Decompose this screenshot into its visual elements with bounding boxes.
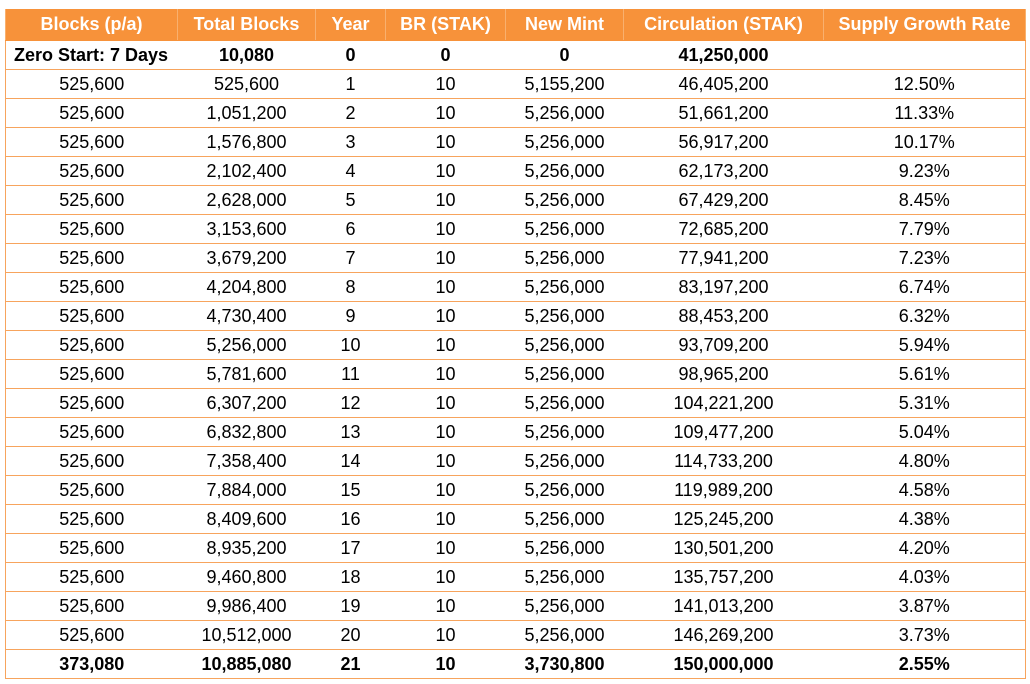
cell-circulation[interactable]: 104,221,200 xyxy=(624,389,824,418)
cell-total-blocks[interactable]: 5,781,600 xyxy=(178,360,316,389)
cell-new-mint[interactable]: 5,256,000 xyxy=(506,302,624,331)
cell-total-blocks[interactable]: 3,679,200 xyxy=(178,244,316,273)
cell-circulation[interactable]: 130,501,200 xyxy=(624,534,824,563)
cell-blocks-per-annum[interactable]: 525,600 xyxy=(6,70,178,99)
cell-year[interactable]: 8 xyxy=(316,273,386,302)
cell-circulation[interactable]: 56,917,200 xyxy=(624,128,824,157)
cell-blocks-per-annum[interactable]: 525,600 xyxy=(6,186,178,215)
cell-circulation[interactable]: 46,405,200 xyxy=(624,70,824,99)
cell-block-reward[interactable]: 10 xyxy=(386,650,506,679)
cell-supply-growth-rate[interactable]: 12.50% xyxy=(824,70,1026,99)
cell-blocks-per-annum[interactable]: 525,600 xyxy=(6,418,178,447)
cell-new-mint[interactable]: 3,730,800 xyxy=(506,650,624,679)
table-row xyxy=(6,99,1026,128)
cell-total-blocks[interactable]: 1,051,200 xyxy=(178,99,316,128)
cell-block-reward[interactable]: 0 xyxy=(386,41,506,70)
cell-blocks-per-annum[interactable]: 525,600 xyxy=(6,99,178,128)
cell-total-blocks[interactable]: 2,628,000 xyxy=(178,186,316,215)
cell-block-reward[interactable]: 10 xyxy=(386,418,506,447)
cell-new-mint[interactable]: 5,256,000 xyxy=(506,215,624,244)
header-year[interactable]: Year xyxy=(316,9,386,41)
cell-supply-growth-rate[interactable]: 10.17% xyxy=(824,128,1026,157)
cell-blocks-per-annum[interactable]: Zero Start: 7 Days xyxy=(6,41,178,70)
cell-year[interactable]: 21 xyxy=(316,650,386,679)
cell-new-mint[interactable]: 5,256,000 xyxy=(506,447,624,476)
cell-year[interactable]: 3 xyxy=(316,128,386,157)
table-row xyxy=(6,447,1026,476)
cell-blocks-per-annum[interactable]: 525,600 xyxy=(6,302,178,331)
cell-year[interactable]: 15 xyxy=(316,476,386,505)
cell-block-reward[interactable]: 10 xyxy=(386,447,506,476)
cell-new-mint[interactable]: 5,256,000 xyxy=(506,592,624,621)
table-row xyxy=(6,331,1026,360)
cell-supply-growth-rate[interactable]: 5.94% xyxy=(824,331,1026,360)
cell-new-mint[interactable]: 5,256,000 xyxy=(506,157,624,186)
cell-circulation[interactable]: 41,250,000 xyxy=(624,41,824,70)
cell-year[interactable]: 19 xyxy=(316,592,386,621)
cell-new-mint[interactable]: 5,256,000 xyxy=(506,534,624,563)
cell-block-reward[interactable]: 10 xyxy=(386,128,506,157)
cell-blocks-per-annum[interactable]: 525,600 xyxy=(6,157,178,186)
cell-block-reward[interactable]: 10 xyxy=(386,70,506,99)
cell-total-blocks[interactable]: 6,307,200 xyxy=(178,389,316,418)
cell-block-reward[interactable]: 10 xyxy=(386,621,506,650)
cell-block-reward[interactable]: 10 xyxy=(386,215,506,244)
cell-circulation[interactable]: 98,965,200 xyxy=(624,360,824,389)
cell-new-mint[interactable]: 5,256,000 xyxy=(506,99,624,128)
cell-new-mint[interactable]: 5,256,000 xyxy=(506,186,624,215)
cell-supply-growth-rate[interactable]: 4.20% xyxy=(824,534,1026,563)
table-body xyxy=(6,41,1026,679)
emission-schedule-sheet xyxy=(5,9,1025,679)
cell-supply-growth-rate[interactable]: 9.23% xyxy=(824,157,1026,186)
table-header xyxy=(6,9,1026,41)
table-row xyxy=(6,505,1026,534)
cell-blocks-per-annum[interactable]: 373,080 xyxy=(6,650,178,679)
table-row xyxy=(6,592,1026,621)
table-row xyxy=(6,476,1026,505)
header-circulation[interactable]: Circulation (STAK) xyxy=(624,9,824,41)
cell-total-blocks[interactable]: 1,576,800 xyxy=(178,128,316,157)
cell-supply-growth-rate[interactable]: 6.32% xyxy=(824,302,1026,331)
header-supply-growth-rate[interactable]: Supply Growth Rate xyxy=(824,9,1026,41)
table-row xyxy=(6,418,1026,447)
cell-circulation[interactable]: 62,173,200 xyxy=(624,157,824,186)
cell-total-blocks[interactable]: 8,935,200 xyxy=(178,534,316,563)
cell-supply-growth-rate[interactable]: 5.04% xyxy=(824,418,1026,447)
cell-year[interactable]: 17 xyxy=(316,534,386,563)
cell-supply-growth-rate[interactable]: 4.80% xyxy=(824,447,1026,476)
cell-new-mint[interactable]: 5,256,000 xyxy=(506,273,624,302)
cell-blocks-per-annum[interactable]: 525,600 xyxy=(6,389,178,418)
cell-new-mint[interactable]: 5,256,000 xyxy=(506,476,624,505)
cell-year[interactable]: 2 xyxy=(316,99,386,128)
cell-total-blocks[interactable]: 7,884,000 xyxy=(178,476,316,505)
cell-blocks-per-annum[interactable]: 525,600 xyxy=(6,534,178,563)
cell-year[interactable]: 11 xyxy=(316,360,386,389)
cell-circulation[interactable]: 146,269,200 xyxy=(624,621,824,650)
table-row xyxy=(6,563,1026,592)
cell-block-reward[interactable]: 10 xyxy=(386,273,506,302)
header-new-mint[interactable]: New Mint xyxy=(506,9,624,41)
cell-supply-growth-rate[interactable]: 3.87% xyxy=(824,592,1026,621)
cell-block-reward[interactable]: 10 xyxy=(386,505,506,534)
cell-supply-growth-rate[interactable] xyxy=(824,41,1026,70)
cell-total-blocks[interactable]: 8,409,600 xyxy=(178,505,316,534)
cell-new-mint[interactable]: 5,256,000 xyxy=(506,331,624,360)
cell-total-blocks[interactable]: 2,102,400 xyxy=(178,157,316,186)
cell-blocks-per-annum[interactable]: 525,600 xyxy=(6,563,178,592)
cell-blocks-per-annum[interactable]: 525,600 xyxy=(6,244,178,273)
cell-supply-growth-rate[interactable]: 7.79% xyxy=(824,215,1026,244)
cell-year[interactable]: 20 xyxy=(316,621,386,650)
cell-block-reward[interactable]: 10 xyxy=(386,186,506,215)
cell-blocks-per-annum[interactable]: 525,600 xyxy=(6,476,178,505)
cell-block-reward[interactable]: 10 xyxy=(386,302,506,331)
cell-blocks-per-annum[interactable]: 525,600 xyxy=(6,128,178,157)
cell-total-blocks[interactable]: 9,986,400 xyxy=(178,592,316,621)
cell-blocks-per-annum[interactable]: 525,600 xyxy=(6,215,178,244)
header-row xyxy=(6,9,1026,41)
cell-blocks-per-annum[interactable]: 525,600 xyxy=(6,273,178,302)
cell-total-blocks[interactable]: 10,080 xyxy=(178,41,316,70)
cell-circulation[interactable]: 109,477,200 xyxy=(624,418,824,447)
cell-block-reward[interactable]: 10 xyxy=(386,99,506,128)
cell-supply-growth-rate[interactable]: 8.45% xyxy=(824,186,1026,215)
cell-block-reward[interactable]: 10 xyxy=(386,592,506,621)
table-row xyxy=(6,157,1026,186)
cell-total-blocks[interactable]: 4,204,800 xyxy=(178,273,316,302)
cell-supply-growth-rate[interactable]: 2.55% xyxy=(824,650,1026,679)
cell-block-reward[interactable]: 10 xyxy=(386,389,506,418)
cell-blocks-per-annum[interactable]: 525,600 xyxy=(6,505,178,534)
cell-circulation[interactable]: 150,000,000 xyxy=(624,650,824,679)
table-row xyxy=(6,302,1026,331)
cell-supply-growth-rate[interactable]: 11.33% xyxy=(824,99,1026,128)
cell-supply-growth-rate[interactable]: 5.31% xyxy=(824,389,1026,418)
cell-year[interactable]: 9 xyxy=(316,302,386,331)
cell-blocks-per-annum[interactable]: 525,600 xyxy=(6,447,178,476)
cell-total-blocks[interactable]: 5,256,000 xyxy=(178,331,316,360)
cell-new-mint[interactable]: 5,256,000 xyxy=(506,505,624,534)
cell-year[interactable]: 6 xyxy=(316,215,386,244)
cell-supply-growth-rate[interactable]: 4.38% xyxy=(824,505,1026,534)
table-row xyxy=(6,41,1026,70)
emission-schedule-table xyxy=(5,9,1026,679)
cell-total-blocks[interactable]: 525,600 xyxy=(178,70,316,99)
header-total-blocks[interactable]: Total Blocks xyxy=(178,9,316,41)
table-row xyxy=(6,70,1026,99)
cell-block-reward[interactable]: 10 xyxy=(386,563,506,592)
cell-circulation[interactable]: 125,245,200 xyxy=(624,505,824,534)
cell-total-blocks[interactable]: 3,153,600 xyxy=(178,215,316,244)
cell-supply-growth-rate[interactable]: 7.23% xyxy=(824,244,1026,273)
cell-supply-growth-rate[interactable]: 6.74% xyxy=(824,273,1026,302)
cell-supply-growth-rate[interactable]: 4.58% xyxy=(824,476,1026,505)
table-row xyxy=(6,650,1026,679)
cell-supply-growth-rate[interactable]: 5.61% xyxy=(824,360,1026,389)
cell-new-mint[interactable]: 0 xyxy=(506,41,624,70)
cell-new-mint[interactable]: 5,256,000 xyxy=(506,360,624,389)
cell-circulation[interactable]: 83,197,200 xyxy=(624,273,824,302)
cell-circulation[interactable]: 141,013,200 xyxy=(624,592,824,621)
cell-blocks-per-annum[interactable]: 525,600 xyxy=(6,621,178,650)
cell-block-reward[interactable]: 10 xyxy=(386,360,506,389)
cell-year[interactable]: 12 xyxy=(316,389,386,418)
cell-year[interactable]: 10 xyxy=(316,331,386,360)
cell-circulation[interactable]: 51,661,200 xyxy=(624,99,824,128)
cell-new-mint[interactable]: 5,256,000 xyxy=(506,128,624,157)
cell-block-reward[interactable]: 10 xyxy=(386,534,506,563)
cell-year[interactable]: 1 xyxy=(316,70,386,99)
cell-year[interactable]: 7 xyxy=(316,244,386,273)
cell-circulation[interactable]: 114,733,200 xyxy=(624,447,824,476)
cell-year[interactable]: 13 xyxy=(316,418,386,447)
table-row xyxy=(6,215,1026,244)
cell-new-mint[interactable]: 5,155,200 xyxy=(506,70,624,99)
cell-new-mint[interactable]: 5,256,000 xyxy=(506,389,624,418)
cell-total-blocks[interactable]: 4,730,400 xyxy=(178,302,316,331)
cell-block-reward[interactable]: 10 xyxy=(386,331,506,360)
cell-new-mint[interactable]: 5,256,000 xyxy=(506,418,624,447)
cell-blocks-per-annum[interactable]: 525,600 xyxy=(6,360,178,389)
cell-circulation[interactable]: 67,429,200 xyxy=(624,186,824,215)
table-row xyxy=(6,128,1026,157)
cell-year[interactable]: 18 xyxy=(316,563,386,592)
cell-blocks-per-annum[interactable]: 525,600 xyxy=(6,331,178,360)
cell-year[interactable]: 0 xyxy=(316,41,386,70)
cell-circulation[interactable]: 135,757,200 xyxy=(624,563,824,592)
cell-total-blocks[interactable]: 9,460,800 xyxy=(178,563,316,592)
cell-total-blocks[interactable]: 10,885,080 xyxy=(178,650,316,679)
cell-block-reward[interactable]: 10 xyxy=(386,157,506,186)
cell-supply-growth-rate[interactable]: 4.03% xyxy=(824,563,1026,592)
table-row xyxy=(6,360,1026,389)
cell-supply-growth-rate[interactable]: 3.73% xyxy=(824,621,1026,650)
table-row xyxy=(6,273,1026,302)
cell-circulation[interactable]: 93,709,200 xyxy=(624,331,824,360)
cell-new-mint[interactable]: 5,256,000 xyxy=(506,621,624,650)
cell-circulation[interactable]: 88,453,200 xyxy=(624,302,824,331)
table-row xyxy=(6,244,1026,273)
cell-total-blocks[interactable]: 7,358,400 xyxy=(178,447,316,476)
cell-new-mint[interactable]: 5,256,000 xyxy=(506,563,624,592)
table-row xyxy=(6,534,1026,563)
cell-total-blocks[interactable]: 6,832,800 xyxy=(178,418,316,447)
cell-circulation[interactable]: 77,941,200 xyxy=(624,244,824,273)
cell-new-mint[interactable]: 5,256,000 xyxy=(506,244,624,273)
table-row xyxy=(6,389,1026,418)
cell-block-reward[interactable]: 10 xyxy=(386,476,506,505)
cell-year[interactable]: 14 xyxy=(316,447,386,476)
cell-circulation[interactable]: 72,685,200 xyxy=(624,215,824,244)
table-row xyxy=(6,186,1026,215)
cell-circulation[interactable]: 119,989,200 xyxy=(624,476,824,505)
cell-year[interactable]: 4 xyxy=(316,157,386,186)
cell-year[interactable]: 16 xyxy=(316,505,386,534)
header-block-reward[interactable]: BR (STAK) xyxy=(386,9,506,41)
cell-block-reward[interactable]: 10 xyxy=(386,244,506,273)
header-blocks-per-annum[interactable]: Blocks (p/a) xyxy=(6,9,178,41)
cell-blocks-per-annum[interactable]: 525,600 xyxy=(6,592,178,621)
cell-total-blocks[interactable]: 10,512,000 xyxy=(178,621,316,650)
cell-year[interactable]: 5 xyxy=(316,186,386,215)
table-row xyxy=(6,621,1026,650)
